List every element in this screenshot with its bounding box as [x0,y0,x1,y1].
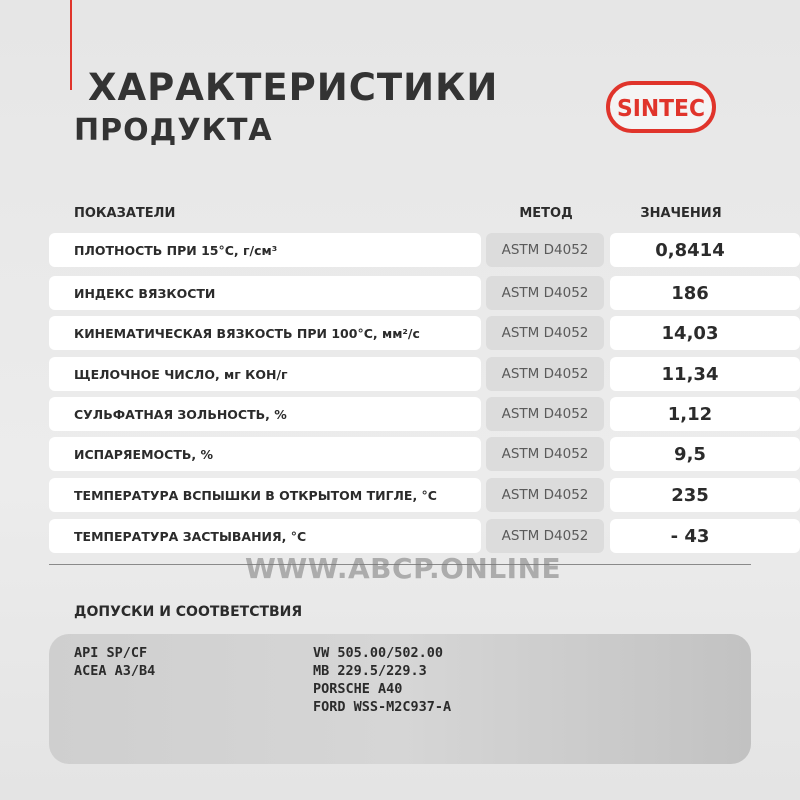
property-label: ИНДЕКС ВЯЗКОСТИ [49,276,481,310]
approvals-panel [49,634,751,764]
property-method: ASTM D4052 [486,397,604,431]
property-value: 235 [610,478,800,512]
page-subtitle: ПРОДУКТА [74,113,273,148]
property-value: 11,34 [610,357,800,391]
column-header-method: МЕТОД [519,206,573,221]
property-label: КИНЕМАТИЧЕСКАЯ ВЯЗКОСТЬ ПРИ 100°С, мм²/с [49,316,481,350]
property-label: ЩЕЛОЧНОЕ ЧИСЛО, мг КОН/г [49,357,481,391]
sintec-logo-mark [613,89,709,125]
watermark: WWW.ABCP.ONLINE [245,552,562,585]
approval-item: ACEA A3/B4 [74,663,156,679]
property-value: 9,5 [610,437,800,471]
column-header-value: ЗНАЧЕНИЯ [640,206,722,221]
approval-item: PORSCHE A40 [313,681,403,697]
approval-item: FORD WSS-M2C937-A [313,699,452,715]
property-value: - 43 [610,519,800,553]
approvals-title: ДОПУСКИ И СООТВЕТСТВИЯ [74,604,303,620]
property-method: ASTM D4052 [486,478,604,512]
property-method: ASTM D4052 [486,233,604,267]
property-method: ASTM D4052 [486,519,604,553]
property-label: ИСПАРЯЕМОСТЬ, % [49,437,481,471]
property-method: ASTM D4052 [486,437,604,471]
property-value: 0,8414 [610,233,800,267]
approval-item: API SP/CF [74,645,148,661]
property-method: ASTM D4052 [486,316,604,350]
approvals-list-right [313,644,451,716]
property-value: 186 [610,276,800,310]
property-label: СУЛЬФАТНАЯ ЗОЛЬНОСТЬ, % [49,397,481,431]
property-value: 14,03 [610,316,800,350]
property-label: ТЕМПЕРАТУРА ВСПЫШКИ В ОТКРЫТОМ ТИГЛЕ, °С [49,478,481,512]
logo-text: SINTEC [617,96,705,122]
property-method: ASTM D4052 [486,276,604,310]
approvals-list-left [74,644,155,680]
sintec-logo [606,81,716,133]
column-header-indicator: ПОКАЗАТЕЛИ [74,206,176,221]
property-label: ТЕМПЕРАТУРА ЗАСТЫВАНИЯ, °С [49,519,481,553]
property-method: ASTM D4052 [486,357,604,391]
page-title: ХАРАКТЕРИСТИКИ [88,66,499,109]
accent-line [70,0,72,90]
property-value: 1,12 [610,397,800,431]
property-label: ПЛОТНОСТЬ ПРИ 15°С, г/см³ [49,233,481,267]
approval-item: VW 505.00/502.00 [313,645,444,661]
approval-item: MB 229.5/229.3 [313,663,427,679]
